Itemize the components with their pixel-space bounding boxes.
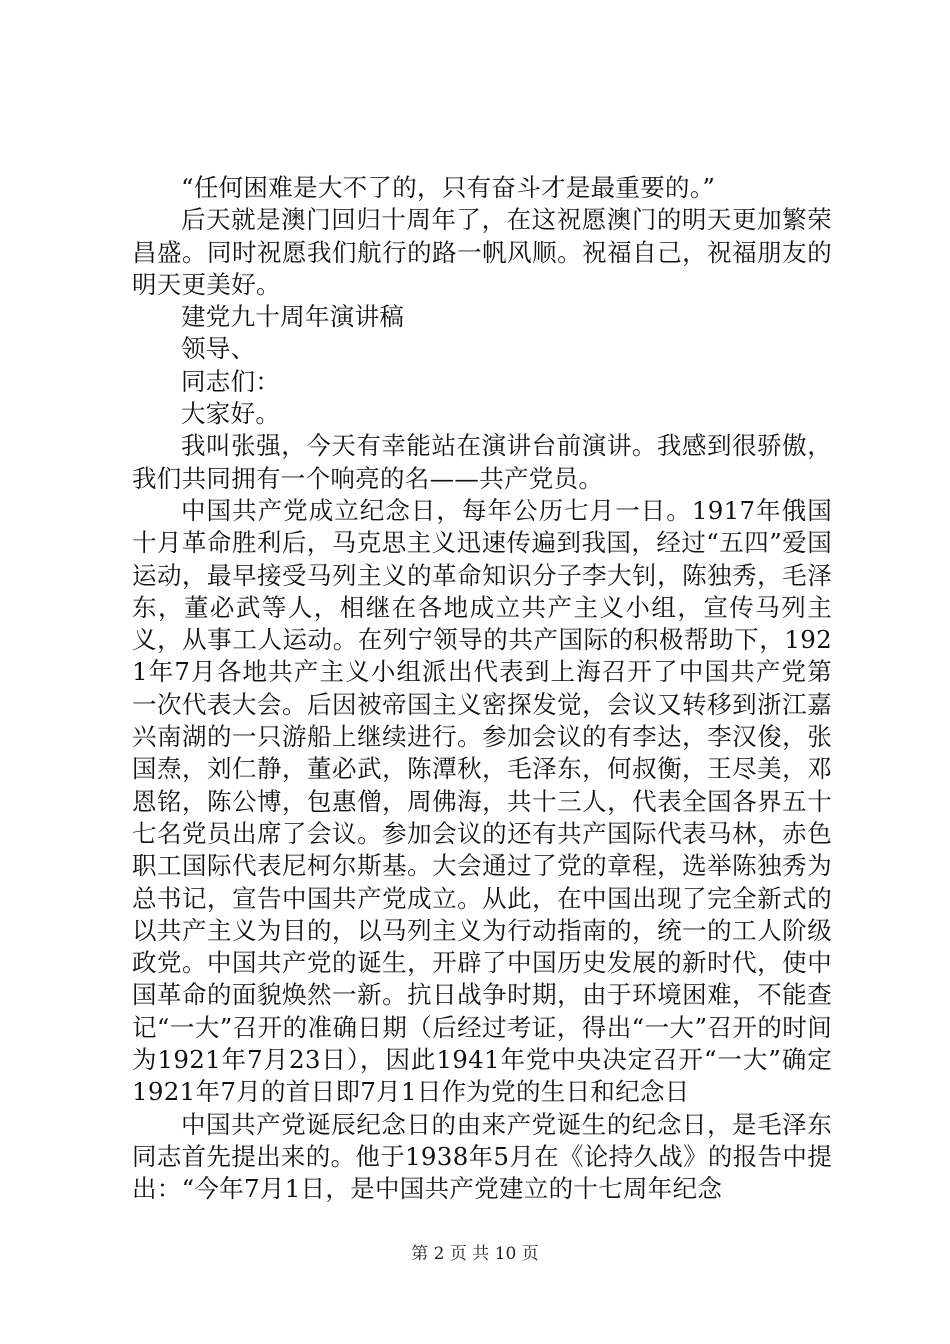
salutation-leaders: 领导、 — [181, 334, 256, 364]
page-number-footer: 第 2 页 共 10 页 — [411, 1244, 539, 1264]
paragraph-quote: “任何困难是大不了的，只有奋斗才是最重要的。” — [181, 173, 716, 202]
greeting: 大家好。 — [181, 399, 281, 429]
salutation-comrades: 同志们： — [181, 366, 281, 396]
document-body — [132, 172, 832, 1206]
paragraph-macau-wishes: 后天就是澳门回归十周年了，在这祝愿澳门的明天更加繁荣昌盛。同时祝愿我们航行的路一帆风顺。祝福自己，祝福朋友的明天更美好。 — [132, 205, 832, 299]
paragraph-introduction: 我叫张强，今天有幸能站在演讲台前演讲。我感到很骄傲，我们共同拥有一个响亮的名——共产党员。 — [132, 431, 832, 493]
speech-title: 建党九十周年演讲稿 — [181, 302, 405, 332]
paragraph-party-founding-history: 中国共产党成立纪念日，每年公历七月一日。1917年俄国十月革命胜利后，马克思主义迅速传遍到我国，经过“五四”爱国运动，最早接受马列主义的革命知识分子李大钊，陈独秀，毛泽东，董必武等人，相继在各地成立共产主义小组，宣传马列主义，从事工人运动。在列宁领导的共产国际的积极帮助下，1921年7月各地共产主义小组派出代表到上海召开了中国共产党第一次代表大会。后因被帝国主义密探发觉，会议又转移到浙江嘉兴南湖的一只游船上继续进行。参加会议的有李达，李汉俊，张国焘，刘仁静，董必武，陈潭秋，毛泽东，何叔衡，王尽美，邓恩铭，陈公博，包惠僧，周佛海，共十三人，代表全国各界五十七名党员出席了会议。参加会议的还有共产国际代表马林，赤色职工国际代表尼柯尔斯基。大会通过了党的章程，选举陈独秀为总书记，宣告中国共产党成立。从此，在中国出现了完全新式的以共产主义为目的，以马列主义为行动指南的，统一的工人阶级政党。中国共产党的诞生，开辟了中国历史发展的新时代，使中国革命的面貌焕然一新。抗日战争时期，由于环境困难，不能查记“一大”召开的准确日期（后经过考证，得出“一大”召开的时间为1921年7月23日），因此1941年党中央决定召开“一大”确定1921年7月的首日即7月1日作为党的生日和纪念日 — [132, 495, 832, 1107]
paragraph-anniversary-origin: 中国共产党诞辰纪念日的由来产党诞生的纪念日，是毛泽东同志首先提出来的。他于1938年5月在《论持久战》的报告中提出：“今年7月1日，是中国共产党建立的十七周年纪念 — [132, 1109, 832, 1204]
